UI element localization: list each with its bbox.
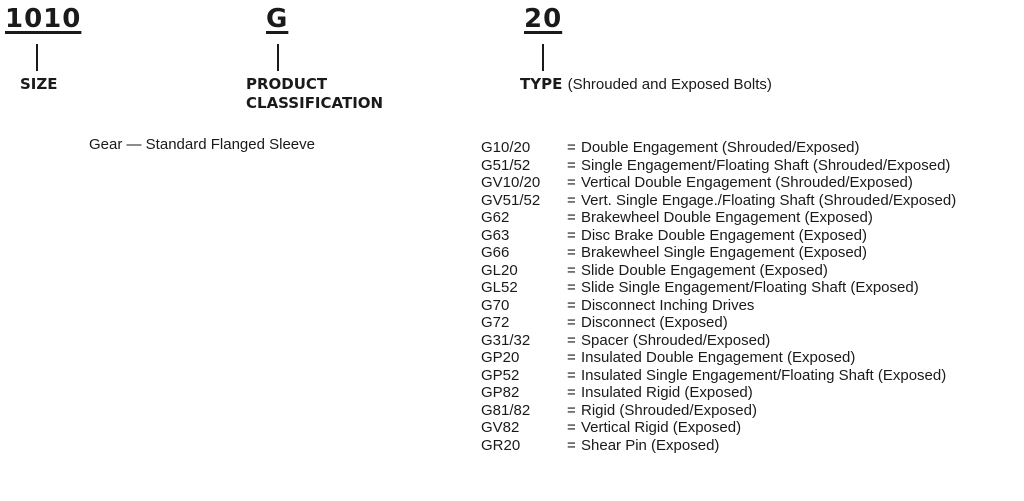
type-list-item [481, 437, 956, 455]
type-list-item [481, 367, 956, 385]
type-list-equals: = [567, 384, 576, 401]
type-list-code: GV51/52 [481, 191, 541, 209]
type-list-description: Spacer (Shrouded/Exposed) [581, 331, 771, 349]
type-list-code: GP20 [481, 349, 520, 366]
type-list-code: GL20 [481, 261, 518, 279]
type-list-item [481, 402, 956, 420]
type-list-equals: = [567, 331, 576, 349]
type-list-description: Double Engagement (Shrouded/Exposed) [581, 139, 860, 156]
type-list-code: GV10/20 [481, 174, 541, 191]
type-list-item [481, 227, 956, 245]
type-list-equals: = [567, 401, 576, 419]
type-list-description: Disc Brake Double Engagement (Exposed) [581, 226, 867, 244]
type-list-item [481, 384, 956, 402]
type-list-description: Insulated Rigid (Exposed) [581, 384, 753, 401]
type-list-code: G51/52 [481, 156, 531, 174]
type-list-equals: = [567, 436, 576, 454]
type-list-item [481, 262, 956, 280]
type-list-item [481, 244, 956, 262]
type-list-code: GV82 [481, 419, 520, 436]
size-connector-line [36, 44, 38, 71]
type-list-code: G81/82 [481, 401, 531, 419]
type-list-item [481, 349, 956, 367]
product-label-line2: CLASSIFICATION [246, 94, 384, 112]
type-list-code: GP82 [481, 384, 520, 401]
type-list-code: GL52 [481, 279, 518, 296]
type-list-description: Vertical Rigid (Exposed) [581, 419, 742, 436]
type-list-equals: = [567, 156, 576, 174]
type-list-code: GR20 [481, 436, 521, 454]
type-list-equals: = [567, 226, 576, 244]
product-label-line1: PRODUCT [246, 75, 328, 93]
type-label-note: (Shrouded and Exposed Bolts) [567, 76, 772, 93]
type-list-description: Vert. Single Engage./Floating Shaft (Shrouded/Exposed) [581, 191, 957, 209]
type-list-description: Shear Pin (Exposed) [581, 436, 720, 454]
product-connector-line [277, 44, 279, 71]
type-connector-line [542, 44, 544, 71]
type-list-item [481, 419, 956, 437]
type-list-equals: = [567, 366, 576, 384]
type-list-code: GP52 [481, 366, 520, 384]
size-label: SIZE [20, 75, 58, 93]
type-list-description: Slide Single Engagement/Floating Shaft (Exposed) [581, 279, 919, 296]
type-list-description: Vertical Double Engagement (Shrouded/Exposed) [581, 174, 913, 191]
type-list-code: G10/20 [481, 139, 531, 156]
type-list-equals: = [567, 209, 576, 226]
type-list-equals: = [567, 191, 576, 209]
type-list-code: G66 [481, 244, 510, 261]
type-list-item [481, 174, 956, 192]
type-list-item [481, 139, 956, 157]
type-label [520, 75, 772, 94]
type-list-code: G31/32 [481, 331, 531, 349]
type-list-item [481, 157, 956, 175]
type-list-item [481, 314, 956, 332]
type-list-equals: = [567, 419, 576, 436]
type-list-description: Single Engagement/Floating Shaft (Shrouded/Exposed) [581, 156, 951, 174]
type-list-item [481, 332, 956, 350]
product-code: G [266, 4, 289, 34]
type-list-equals: = [567, 279, 576, 296]
type-list-description: Insulated Single Engagement/Floating Shaft (Exposed) [581, 366, 947, 384]
product-classification-label [246, 75, 383, 113]
product-description: Gear — Standard Flanged Sleeve [89, 136, 315, 153]
type-list-code: G70 [481, 296, 510, 314]
type-list-description: Brakewheel Double Engagement (Exposed) [581, 209, 873, 226]
type-label-text: TYPE [520, 75, 563, 93]
type-list-code: G63 [481, 226, 510, 244]
size-code: 1010 [5, 4, 82, 34]
type-list-description: Disconnect (Exposed) [581, 314, 728, 331]
type-list-item [481, 209, 956, 227]
type-list-equals: = [567, 349, 576, 366]
type-list-description: Insulated Double Engagement (Exposed) [581, 349, 856, 366]
type-list-equals: = [567, 139, 576, 156]
type-list-code: G62 [481, 209, 510, 226]
type-list-description: Rigid (Shrouded/Exposed) [581, 401, 757, 419]
type-list-code: G72 [481, 314, 510, 331]
type-list-description: Slide Double Engagement (Exposed) [581, 261, 828, 279]
type-list-equals: = [567, 296, 576, 314]
type-list-equals: = [567, 314, 576, 331]
type-list-description: Brakewheel Single Engagement (Exposed) [581, 244, 868, 261]
type-list-item [481, 297, 956, 315]
type-list-equals: = [567, 174, 576, 191]
type-code: 20 [524, 4, 563, 34]
type-list-item [481, 192, 956, 210]
type-list-item [481, 279, 956, 297]
type-list-equals: = [567, 244, 576, 261]
type-list [481, 139, 956, 454]
type-list-equals: = [567, 261, 576, 279]
type-list-description: Disconnect Inching Drives [581, 296, 755, 314]
